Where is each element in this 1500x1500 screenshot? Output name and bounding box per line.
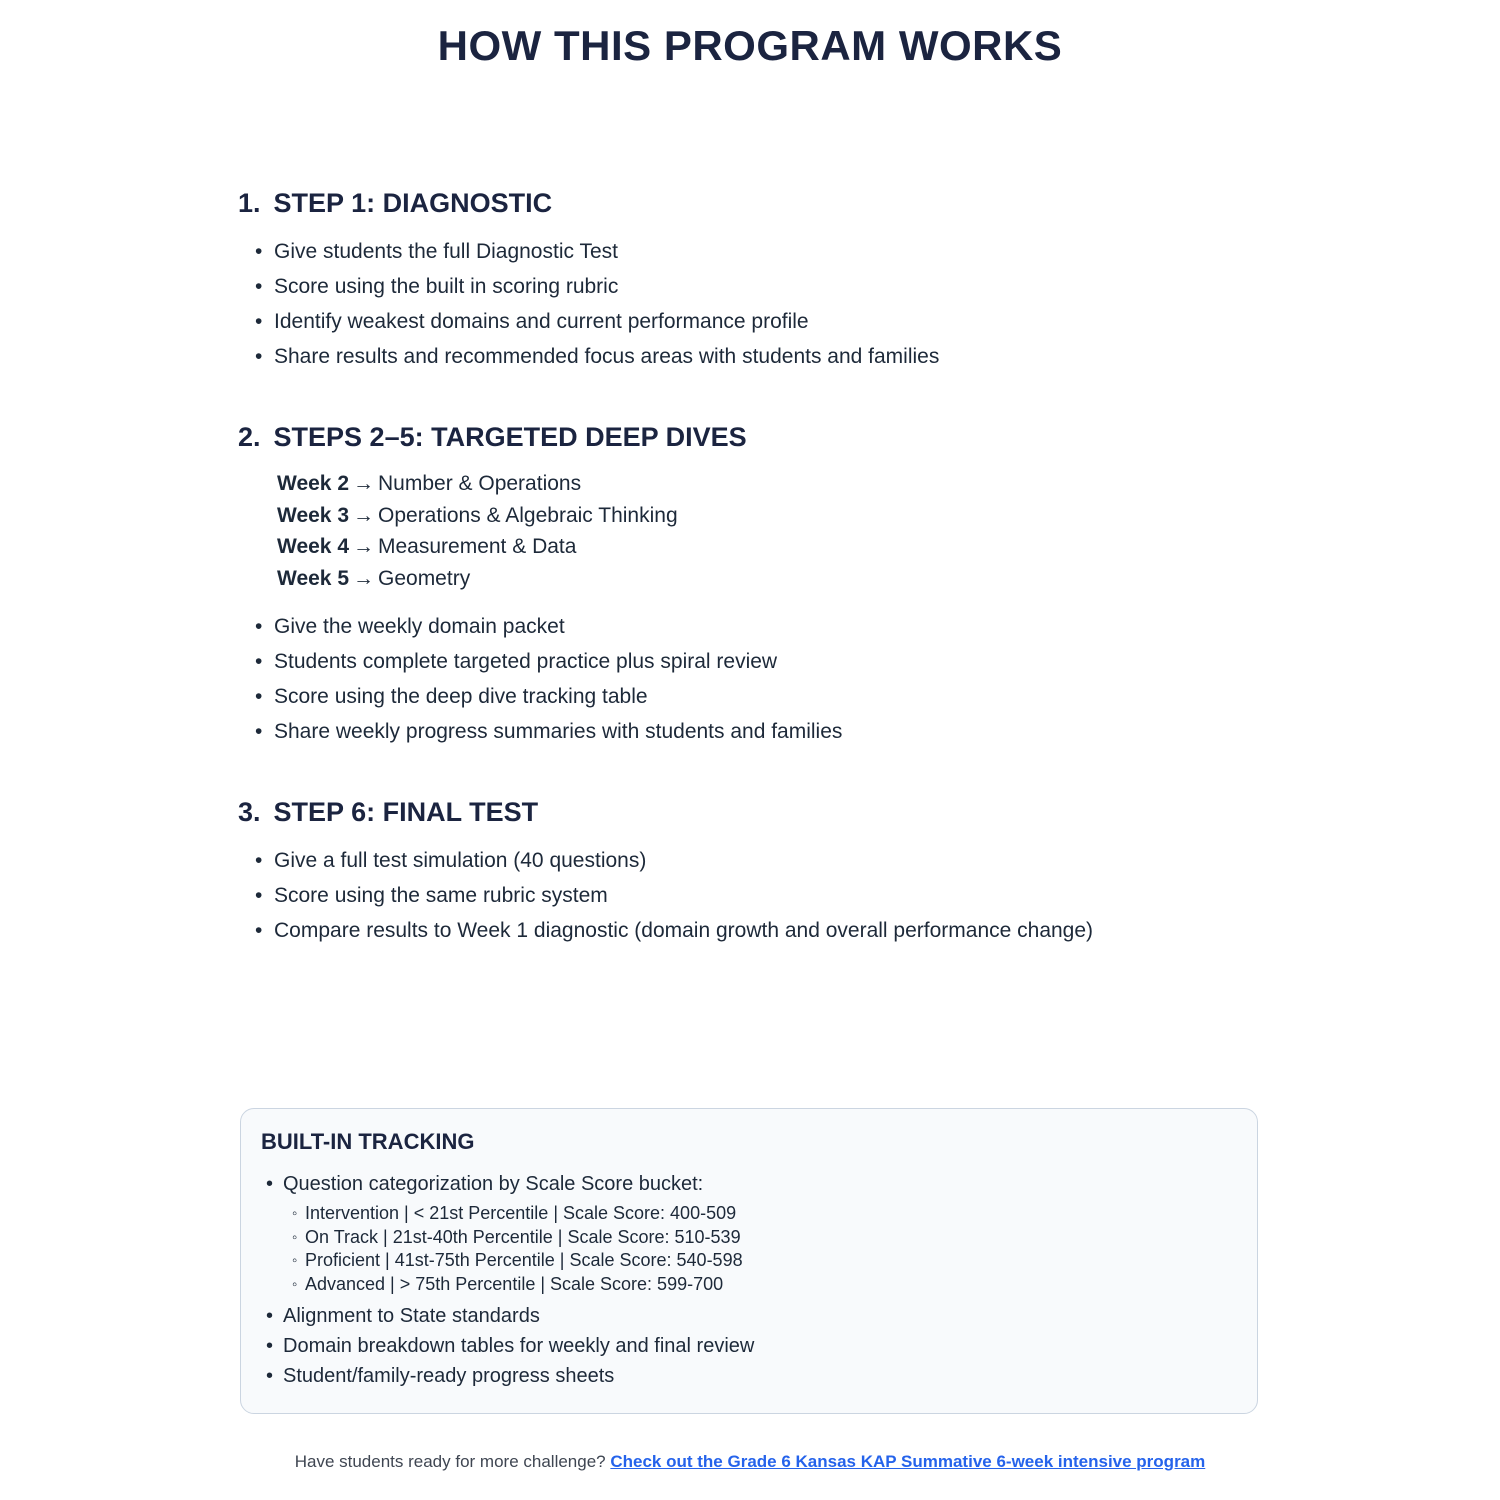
bullet-glyph: • (255, 345, 263, 368)
section-heading (238, 797, 1263, 828)
bullet-text: Score using the same rubric system (274, 884, 608, 907)
footer-prompt-text: Have students ready for more challenge? (294, 1452, 606, 1471)
list-item (238, 679, 1263, 714)
bullet-text: Question categorization by Scale Score bucket: (283, 1173, 704, 1195)
week-label: Week 4 (277, 535, 349, 558)
arrow-glyph: → (353, 503, 374, 527)
bullet-text: Give a full test simulation (40 questions) (274, 849, 647, 872)
built-in-tracking-panel (240, 1108, 1258, 1414)
list-item (261, 1361, 1237, 1391)
tracking-panel-title: BUILT-IN TRACKING (261, 1129, 475, 1154)
arrow-glyph: → (353, 535, 374, 558)
week-line (277, 500, 1263, 532)
bullet-glyph: • (266, 1335, 274, 1357)
list-item (238, 913, 1263, 948)
bullet-text: Share results and recommended focus areas with students and families (274, 345, 940, 368)
sub-bullet-glyph: ◦ (292, 1205, 298, 1222)
week-topic: Measurement & Data (378, 535, 577, 558)
list-item (261, 1202, 1237, 1226)
main-content (238, 188, 1263, 948)
week-line (277, 531, 1263, 563)
bullet-text: Student/family-ready progress sheets (283, 1365, 615, 1387)
list-item (238, 609, 1263, 644)
week-schedule (238, 468, 1263, 594)
section-heading (238, 422, 1263, 453)
list-item (238, 304, 1263, 339)
bullet-glyph: • (255, 240, 263, 263)
list-item (261, 1331, 1237, 1361)
sub-bullet-glyph: ◦ (292, 1275, 298, 1293)
bullet-text: Identify weakest domains and current performance profile (274, 310, 809, 333)
bullet-text: Give the weekly domain packet (274, 615, 565, 638)
bullet-list (238, 609, 1263, 749)
page-title: HOW THIS PROGRAM WORKS (437, 22, 1063, 69)
section-step6-final-test (238, 797, 1263, 948)
week-topic: Operations & Algebraic Thinking (378, 503, 678, 527)
bullet-glyph: • (255, 849, 263, 872)
section-step1-diagnostic (238, 188, 1263, 374)
list-item (261, 1301, 1237, 1331)
bullet-text: Domain breakdown tables for weekly and final review (283, 1335, 755, 1357)
list-item (238, 269, 1263, 304)
bullet-text: Compare results to Week 1 diagnostic (domain growth and overall performance change) (274, 919, 1094, 942)
bullet-text: On Track | 21st-40th Percentile | Scale Score: 510-539 (305, 1226, 741, 1247)
scale-score-bucket-list (261, 1202, 1237, 1296)
week-label: Week 5 (277, 566, 349, 590)
list-item (238, 339, 1263, 374)
tracking-bullet-list (261, 1301, 1237, 1391)
bullet-list (238, 843, 1263, 948)
section-steps2-5-deep-dives (238, 422, 1263, 749)
bullet-glyph: • (255, 650, 263, 673)
bullet-glyph: • (266, 1305, 274, 1327)
section-number: 3. (238, 797, 261, 827)
section-number: 1. (238, 188, 261, 218)
bullet-text: Advanced | > 75th Percentile | Scale Score: 599-700 (305, 1273, 724, 1294)
week-line (277, 563, 1263, 595)
bullet-glyph: • (255, 919, 263, 942)
bullet-glyph: • (255, 310, 263, 333)
tracking-bullet-list (261, 1169, 1237, 1199)
bullet-text: Score using the deep dive tracking table (274, 685, 648, 708)
bullet-glyph: • (255, 685, 263, 708)
list-item (238, 714, 1263, 749)
bullet-text: Proficient | 41st-75th Percentile | Scale Score: 540-598 (305, 1250, 743, 1270)
sub-bullet-glyph: ◦ (292, 1228, 298, 1246)
list-item (261, 1169, 1237, 1199)
section-heading (238, 188, 1263, 219)
list-item (261, 1226, 1237, 1250)
arrow-glyph: → (353, 472, 374, 495)
section-number: 2. (238, 422, 261, 452)
bullet-glyph: • (255, 720, 263, 743)
list-item (238, 878, 1263, 913)
list-item (261, 1273, 1237, 1297)
week-label: Week 2 (277, 472, 349, 495)
week-line (277, 468, 1263, 500)
bullet-glyph: • (255, 884, 263, 907)
bullet-glyph: • (255, 615, 263, 638)
bullet-glyph: • (266, 1173, 274, 1195)
list-item (261, 1249, 1237, 1273)
next-program-link[interactable]: Check out the Grade 6 Kansas KAP Summative 6-week intensive program (610, 1452, 1206, 1471)
bullet-text: Give students the full Diagnostic Test (274, 240, 618, 263)
sub-bullet-glyph: ◦ (292, 1252, 298, 1269)
week-topic: Geometry (378, 566, 471, 590)
bullet-glyph: • (266, 1365, 274, 1387)
section-heading-text: STEP 6: FINAL TEST (273, 797, 539, 827)
footer (0, 1452, 1500, 1472)
list-item (238, 843, 1263, 878)
bullet-text: Intervention | < 21st Percentile | Scale Score: 400-509 (305, 1203, 737, 1223)
bullet-text: Score using the built in scoring rubric (274, 275, 619, 298)
bullet-text: Alignment to State standards (283, 1305, 540, 1327)
list-item (238, 234, 1263, 269)
section-heading-text: STEPS 2–5: TARGETED DEEP DIVES (273, 422, 747, 452)
section-heading-text: STEP 1: DIAGNOSTIC (273, 188, 553, 218)
bullet-text: Share weekly progress summaries with students and families (274, 720, 843, 743)
list-item (238, 644, 1263, 679)
arrow-glyph: → (353, 566, 374, 590)
bullet-list (238, 234, 1263, 374)
week-topic: Number & Operations (378, 472, 582, 495)
bullet-glyph: • (255, 275, 263, 298)
week-label: Week 3 (277, 503, 349, 527)
bullet-text: Students complete targeted practice plus spiral review (274, 650, 778, 673)
